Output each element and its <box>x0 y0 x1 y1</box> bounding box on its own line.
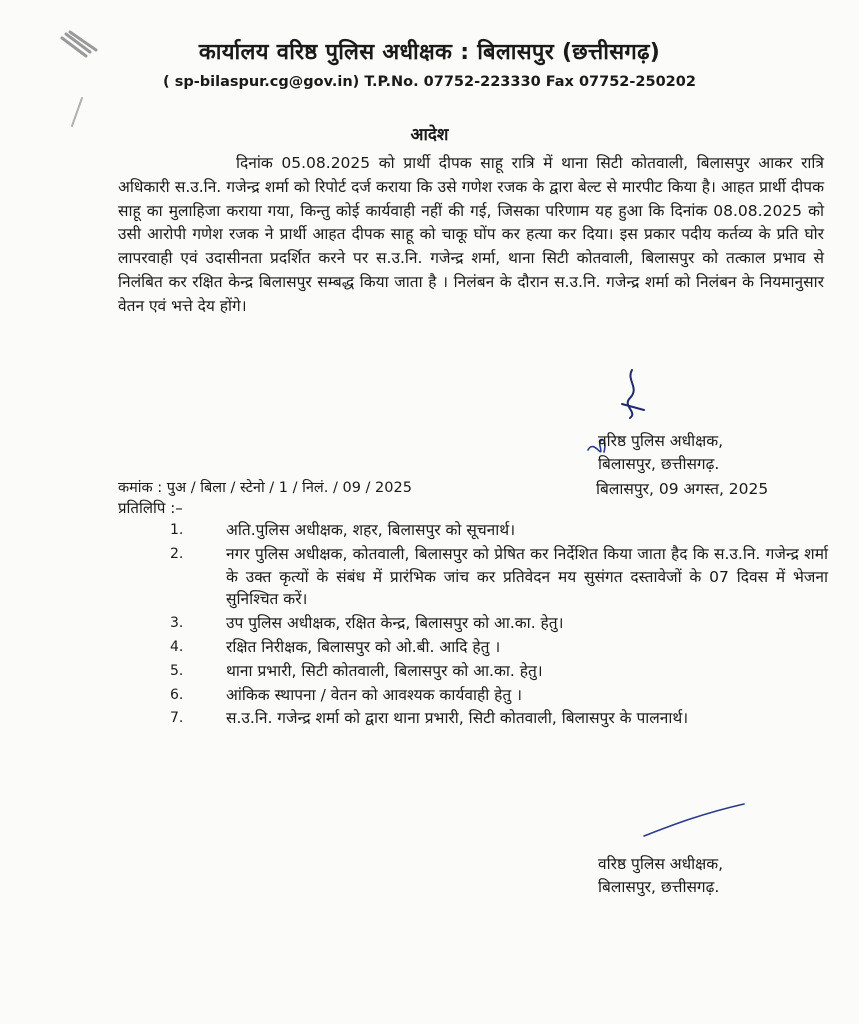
signature-mark-bottom <box>640 800 750 840</box>
list-item-text: उप पुलिस अधीक्षक, रक्षित केन्द्र, बिलासपुर को आ.का. हेतु। <box>226 614 564 633</box>
list-item-text: नगर पुलिस अधीक्षक, कोतवाली, बिलासपुर को प्रेषित कर निर्देशित किया जाता हैद कि स.उ.नि. गजेन्द्र शर्मा के उक्त कृत्यों के संबंध में प्रारंभिक जांच कर प्रतिवेदन मय सुसंगत दस्तावेजों के 07 दिवस में भेजना सुनिश्चित करें। <box>226 544 828 609</box>
list-item-number: 4. <box>170 638 184 655</box>
order-heading: आदेश <box>410 125 449 145</box>
signature-block-top <box>598 430 723 476</box>
list-item-text: अति.पुलिस अधीक्षक, शहर, बिलासपुर को सूचनार्थ। <box>226 521 516 539</box>
list-item <box>118 612 828 635</box>
signatory-designation: वरिष्ठ पुलिस अधीक्षक, <box>598 432 724 450</box>
list-item-text: स.उ.नि. गजेन्द्र शर्मा को द्वारा थाना प्रभारी, सिटी कोतवाली, बिलासपुर के पालनार्थ। <box>226 709 689 728</box>
list-item-number: 5. <box>170 662 184 679</box>
list-item-number: 1. <box>170 522 184 538</box>
list-item-text: थाना प्रभारी, सिटी कोतवाली, बिलासपुर को आ.का. हेतु। <box>226 661 543 680</box>
contact-line: ( sp-bilaspur.cg@gov.in) T.P.No. 07752-223330 Fax 07752-250202 <box>163 74 696 90</box>
list-item-number: 6. <box>170 686 184 703</box>
office-title: कार्यालय वरिष्ठ पुलिस अधीक्षक : बिलासपुर (छत्तीसगढ़) <box>198 40 661 65</box>
list-item <box>118 543 828 611</box>
signature-block-bottom <box>598 853 723 899</box>
distribution-list <box>118 519 828 731</box>
list-item <box>118 636 828 659</box>
signatory-location: बिलासपुर, छत्तीसगढ़. <box>598 455 720 473</box>
list-item-text: आंकिक स्थापना / वेतन को आवश्यक कार्यवाही हेतु । <box>226 685 523 704</box>
reference-number: कमांक : पुअ / बिला / स्टेनो / 1 / निलं. / 09 / 2025 <box>118 480 412 496</box>
list-item-text: रक्षित निरीक्षक, बिलासपुर को ओ.बी. आदि हेतु । <box>226 637 501 656</box>
signatory-designation: वरिष्ठ पुलिस अधीक्षक, <box>598 855 724 873</box>
list-item-number: 2. <box>170 545 184 562</box>
order-body: दिनांक 05.08.2025 को प्रार्थी दीपक साहू रात्रि में थाना सिटी कोतवाली, बिलासपुर आकर रात्रि अधिकारी स.उ.नि. गजेन्द्र शर्मा को रिपोर्ट दर्ज कराया कि उसे गणेश रजक के द्वारा बेल्ट से मारपीट किया है। आहत प्रार्थी दीपक साहू का मुलाहिजा कराया गया, किन्तु कोई कार्यवाही नहीं की गई, जिसका परिणाम यह हुआ कि दिनांक 08.08.2025 को उसी आरोपी गणेश रजक ने प्रार्थी आहत दीपक साहू को चाकू घोंप कर हत्या कर दिया। इस प्रकार पदीय कर्तव्य के प्रति घोर लापरवाही एवं उदासीनता प्रदर्शित करने पर स.उ.नि. गजेन्द्र शर्मा, थाना सिटी कोतवाली, बिलासपुर को तत्काल प्रभाव से निलंबित कर रक्षित केन्द्र बिलासपुर सम्बद्ध किया जाता है । निलंबन के दौरान स.उ.नि. गजेन्द्र शर्मा को निलंबन के नियमानुसार वेतन एवं भत्ते देय होंगे। <box>118 154 824 315</box>
list-item-number: 3. <box>170 615 184 632</box>
list-item <box>118 707 828 730</box>
copy-to-label: प्रतिलिपि :– <box>118 499 183 517</box>
order-date: बिलासपुर, 09 अगस्त, 2025 <box>596 480 769 498</box>
list-item <box>118 660 828 683</box>
signatory-location: बिलासपुर, छत्तीसगढ़. <box>598 878 720 896</box>
list-item-number: 7. <box>170 710 184 727</box>
list-item <box>118 684 828 707</box>
list-item <box>118 519 828 542</box>
